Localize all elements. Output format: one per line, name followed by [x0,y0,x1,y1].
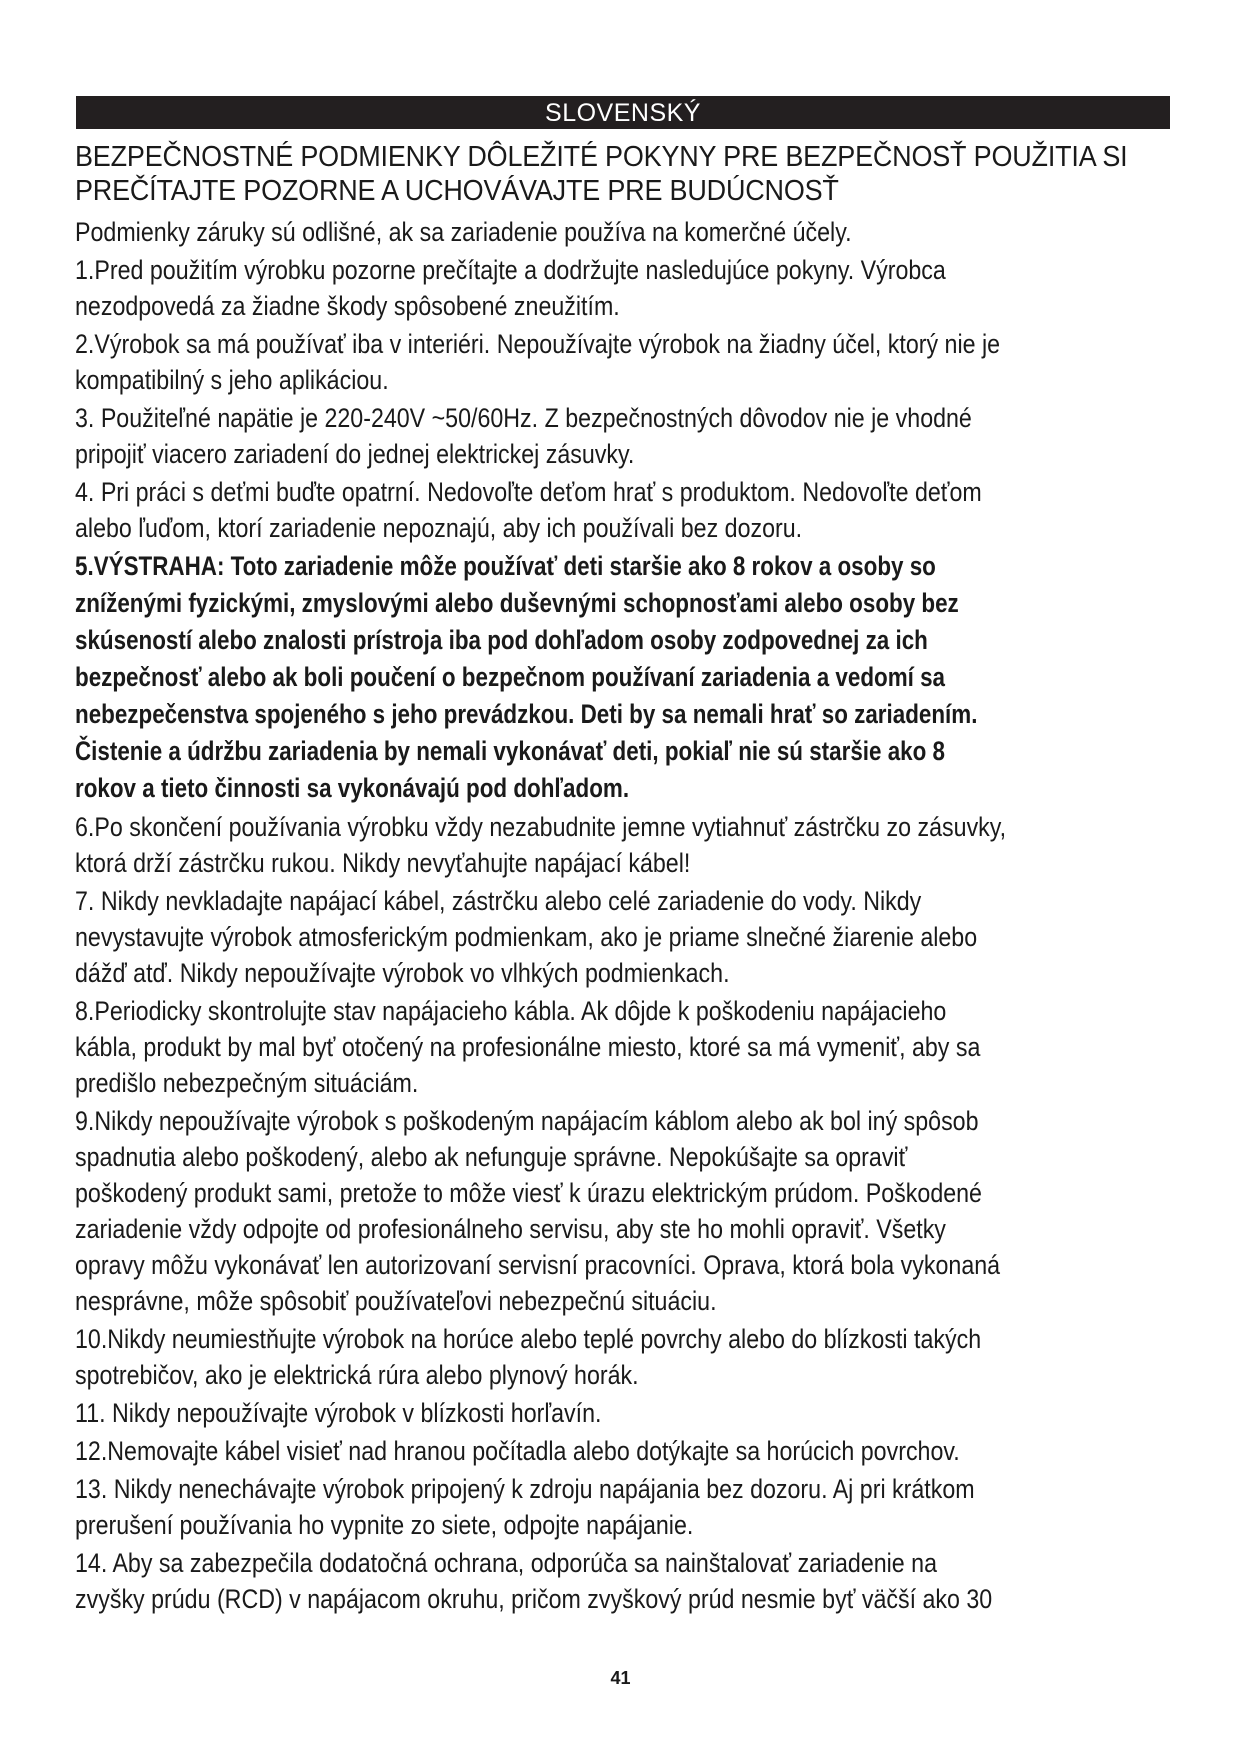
instruction-3 [75,400,1184,472]
text-line: 8.Periodicky skontrolujte stav napájacieho kábla. Ak dôjde k poškodeniu napájacieho [75,996,947,1026]
instruction-1 [75,252,1184,324]
text-line: 11. Nikdy nepoužívajte výrobok v blízkosti horľavín. [75,1398,602,1428]
text-line: kábla, produkt by mal byť otočený na profesionálne miesto, ktoré sa má vymeniť, aby sa [75,1032,981,1062]
text-line: 1.Pred použitím výrobku pozorne prečítajte a dodržujte nasledujúce pokyny. Výrobca [75,255,946,285]
text-line: 6.Po skončení používania výrobku vždy nezabudnite jemne vytiahnuť zástrčku zo zásuvky, [75,812,1007,842]
language-label: SLOVENSKÝ [545,99,701,127]
text-line: 4. Pri práci s deťmi buďte opatrní. Nedovoľte deťom hrať s produktom. Nedovoľte deťom [75,477,982,507]
instruction-2 [75,326,1184,398]
text-line: zariadenie vždy odpojte od profesionálneho servisu, aby ste ho mohli opraviť. Všetky [75,1214,946,1244]
text-line: 5.VÝSTRAHA: Toto zariadenie môže používať deti staršie ako 8 rokov a osoby so [75,551,936,581]
page-content [75,140,1190,1619]
text-line: 7. Nikdy nevkladajte napájací kábel, zástrčku alebo celé zariadenie do vody. Nikdy [75,886,922,916]
text-line: nezodpovedá za žiadne škody spôsobené zneužitím. [75,291,620,321]
text-line: 12.Nemovajte kábel visieť nad hranou počítadla alebo dotýkajte sa horúcich povrchov. [75,1436,960,1466]
instruction-14 [75,1545,1184,1617]
text-line: 13. Nikdy nenechávajte výrobok pripojený k zdroju napájania bez dozoru. Aj pri krátkom [75,1474,975,1504]
text-line: nevystavujte výrobok atmosferickým podmienkam, ako je priame slnečné žiarenie alebo [75,922,978,952]
text-line: opravy môžu vykonávať len autorizovaní servisní pracovníci. Oprava, ktorá bola vykonaná [75,1250,1001,1280]
language-header-bar [76,96,1170,129]
text-line: Čistenie a údržbu zariadenia by nemali vykonávať deti, pokiaľ nie sú staršie ako 8 [75,736,946,766]
text-line: skúseností alebo znalosti prístroja iba pod dohľadom osoby zodpovednej za ich [75,625,928,655]
instruction-11 [75,1395,1184,1431]
text-line: nesprávne, môže spôsobiť používateľovi nebezpečnú situáciu. [75,1286,717,1316]
text-line: poškodený produkt sami, pretože to môže viesť k úrazu elektrickým prúdom. Poškodené [75,1178,982,1208]
text-line: prerušení používania ho vypnite zo siete, odpojte napájanie. [75,1510,694,1540]
text-line: dážď atď. Nikdy nepoužívajte výrobok vo vlhkých podmienkach. [75,958,730,988]
text-line: bezpečnosť alebo ak boli poučení o bezpečnom používaní zariadenia a vedomí sa [75,662,946,692]
text-line: 14. Aby sa zabezpečila dodatočná ochrana, odporúča sa nainštalovať zariadenie na [75,1548,938,1578]
text-line: spadnutia alebo poškodený, alebo ak nefunguje správne. Nepokúšajte sa opraviť [75,1142,908,1172]
instruction-13 [75,1471,1184,1543]
instruction-8 [75,993,1184,1101]
instruction-7 [75,883,1184,991]
warranty-note [75,214,1184,250]
page-number: 41 [610,1668,631,1688]
safety-heading [75,140,1182,208]
text-line: kompatibilný s jeho aplikáciou. [75,365,389,395]
text-line: 9.Nikdy nepoužívajte výrobok s poškodeným napájacím káblom alebo ak bol iný spôsob [75,1106,979,1136]
text-line: zvyšky prúdu (RCD) v napájacom okruhu, pričom zvyškový prúd nesmie byť väčší ako 30 [75,1584,993,1614]
instruction-10 [75,1321,1184,1393]
heading-line: PREČÍTAJTE POZORNE A UCHOVÁVAJTE PRE BUDÚCNOSŤ [75,175,839,207]
instruction-4 [75,474,1184,546]
instruction-5-warning [75,548,1187,807]
text-line: nebezpečenstva spojeného s jeho prevádzkou. Deti by sa nemali hrať so zariadením. [75,699,978,729]
text-line: pripojiť viacero zariadení do jednej elektrickej zásuvky. [75,439,635,469]
text-line: ktorá drží zástrčku rukou. Nikdy nevyťahujte napájací kábel! [75,848,691,878]
text-line: alebo ľuďom, ktorí zariadenie nepoznajú, aby ich používali bez dozoru. [75,513,803,543]
text-line: spotrebičov, ako je elektrická rúra alebo plynový horák. [75,1360,639,1390]
heading-line: BEZPEČNOSTNÉ PODMIENKY DÔLEŽITÉ POKYNY PRE BEZPEČNOSŤ POUŽITIA SI [75,141,1128,173]
text-line: 3. Použiteľné napätie je 220-240V ~50/60Hz. Z bezpečnostných dôvodov nie je vhodné [75,403,972,433]
text-line: rokov a tieto činnosti sa vykonávajú pod dohľadom. [75,773,630,803]
instruction-6 [75,809,1184,881]
text-line: 2.Výrobok sa má používať iba v interiéri. Nepoužívajte výrobok na žiadny účel, ktorý nie je [75,329,1001,359]
text-line: 10.Nikdy neumiestňujte výrobok na horúce alebo teplé povrchy alebo do blízkosti takých [75,1324,982,1354]
text-line: zníženými fyzickými, zmyslovými alebo duševnými schopnosťami alebo osoby bez [75,588,959,618]
text-line: Podmienky záruky sú odlišné, ak sa zariadenie používa na komerčné účely. [75,217,852,247]
text-line: predišlo nebezpečným situáciám. [75,1068,419,1098]
instruction-9 [75,1103,1184,1319]
instruction-12 [75,1433,1184,1469]
